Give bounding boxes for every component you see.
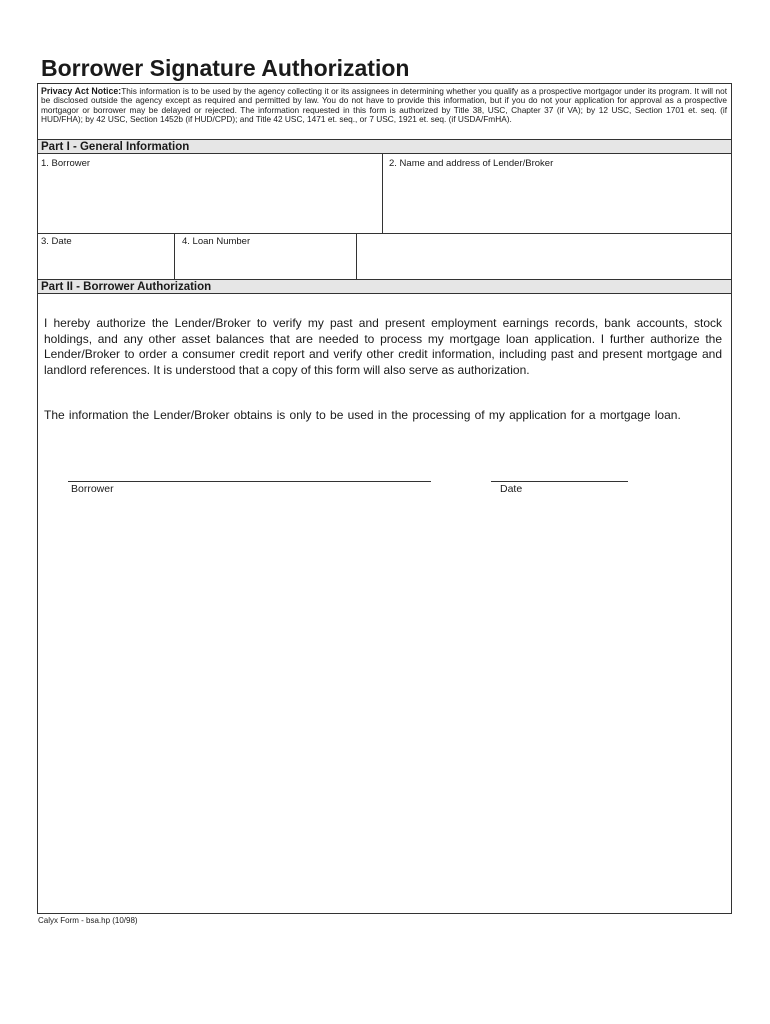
- part1-heading: Part I - General Information: [38, 139, 731, 154]
- privacy-notice: [41, 87, 727, 125]
- information-use-paragraph: The information the Lender/Broker obtains is only to be used in the processing of my application for a mortgage loan.: [44, 408, 681, 422]
- privacy-notice-text: This information is to be used by the agency collecting it or its assignees in determining whether you qualify as a prospective mortgagor under its program. It will not be disclosed outside the agency except as required and permitted by law. You do not have to provide this information, but if you do not your application for approval as a prospective mortgagor or borrower may be delayed or rejected. The information requested in this form is authorized by Title 38, USC, Chapter 37 (if VA); by 12 USC, Section 1701 et. seq. (if HUD/FHA); by 42 USC, Section 1452b (if HUD/CPD); and Title 42 USC, 1471 et. seq., or 7 USC, 1921 et. seq. (if USDA/FmHA).: [41, 86, 728, 125]
- form-footer: Calyx Form - bsa.hp (10/98): [38, 916, 138, 925]
- divider: [174, 233, 175, 279]
- part2-heading: Part II - Borrower Authorization: [38, 279, 731, 294]
- lender-field-label: 2. Name and address of Lender/Broker: [389, 158, 554, 169]
- borrower-field-label: 1. Borrower: [41, 158, 91, 169]
- authorization-paragraph: I hereby authorize the Lender/Broker to verify my past and present employment earnings records, bank accounts, stock holdings, and any other asset balances that are needed to process my mortgage loan application. I further authorize the Lender/Broker to order a consumer credit report and verify other credit information, including past and present mortgage and landlord references. It is understood that a copy of this form will also serve as authorization.: [44, 316, 722, 377]
- form-frame: [37, 83, 732, 914]
- borrower-signature-label: Borrower: [71, 483, 114, 495]
- date-signature-line[interactable]: [491, 481, 628, 482]
- loan-number-field-label: 4. Loan Number: [182, 236, 251, 247]
- divider: [38, 233, 731, 234]
- privacy-notice-label: Privacy Act Notice:: [41, 86, 122, 96]
- divider: [382, 154, 383, 233]
- form-title: Borrower Signature Authorization: [41, 55, 410, 81]
- borrower-signature-line[interactable]: [68, 481, 431, 482]
- date-signature-label: Date: [500, 483, 523, 495]
- divider: [356, 233, 357, 279]
- date-field-label: 3. Date: [41, 236, 72, 247]
